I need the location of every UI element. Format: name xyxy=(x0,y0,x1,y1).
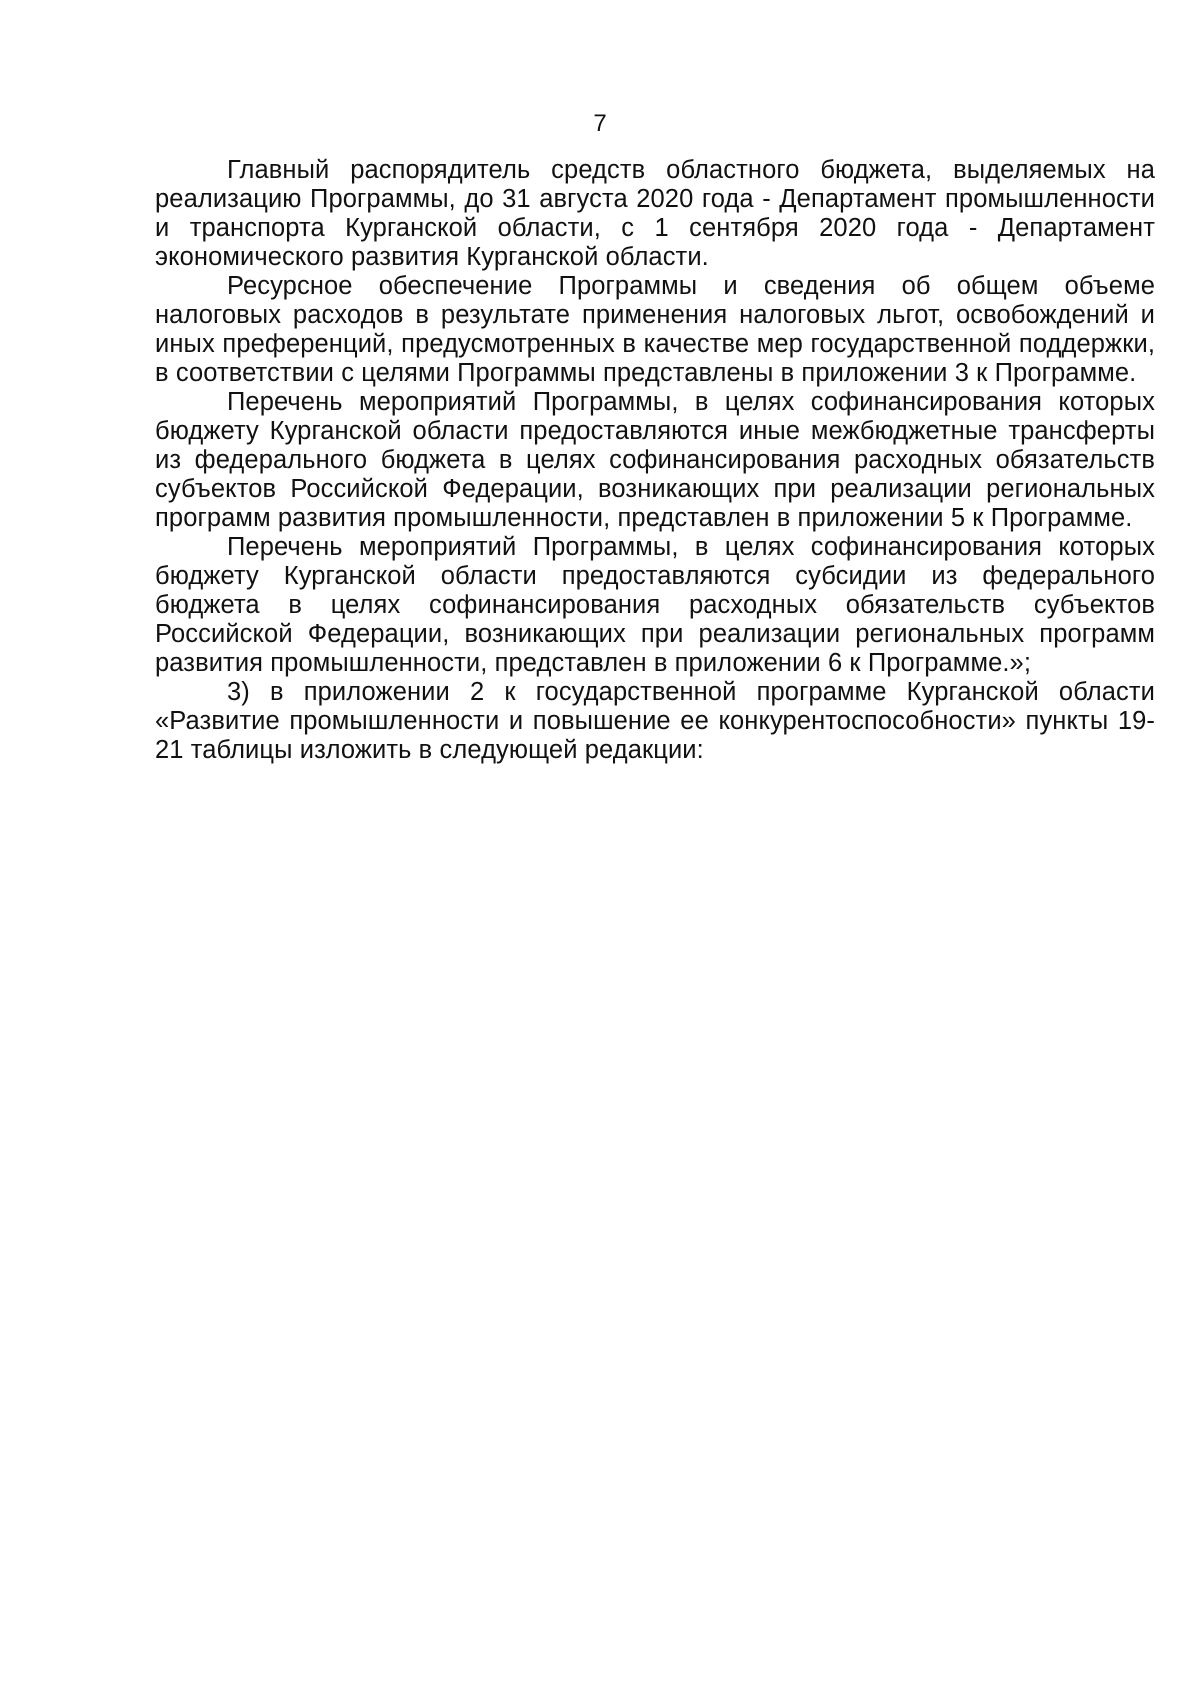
page-number: 7 xyxy=(593,110,607,137)
paragraph-amendment-item-3: 3) в приложении 2 к государственной программе Курганской области «Развитие промышленности и повышение ее конкурентоспособности» пункты 19-21 таблицы изложить в следующей редакции: xyxy=(155,678,1155,764)
document-body xyxy=(155,156,1155,765)
paragraph-budget-manager: Главный распорядитель средств областного бюджета, выделяемых на реализацию Программы, до 31 августа 2020 года - Департамент промышленности и транспорта Курганской области, с 1 сентября 2020 года - Департамент экономического развития Курганской области. xyxy=(155,156,1155,271)
paragraph-resource-support: Ресурсное обеспечение Программы и сведения об общем объеме налоговых расходов в результате применения налоговых льгот, освобождений и иных преференций, предусмотренных в качестве мер государственной поддержки, в соответствии с целями Программы представлены в приложении 3 к Программе. xyxy=(155,272,1155,387)
paragraph-subsidies: Перечень мероприятий Программы, в целях софинансирования которых бюджету Курганской области предоставляются субсидии из федерального бюджета в целях софинансирования расходных обязательств субъектов Российской Федерации, возникающих при реализации региональных программ развития промышленности, представлен в приложении 6 к Программе.»; xyxy=(155,533,1155,677)
paragraph-interbudget-transfers: Перечень мероприятий Программы, в целях софинансирования которых бюджету Курганской области предоставляются иные межбюджетные трансферты из федерального бюджета в целях софинансирования расходных обязательств субъектов Российской Федерации, возникающих при реализации региональных программ развития промышленности, представлен в приложении 5 к Программе. xyxy=(155,388,1155,532)
